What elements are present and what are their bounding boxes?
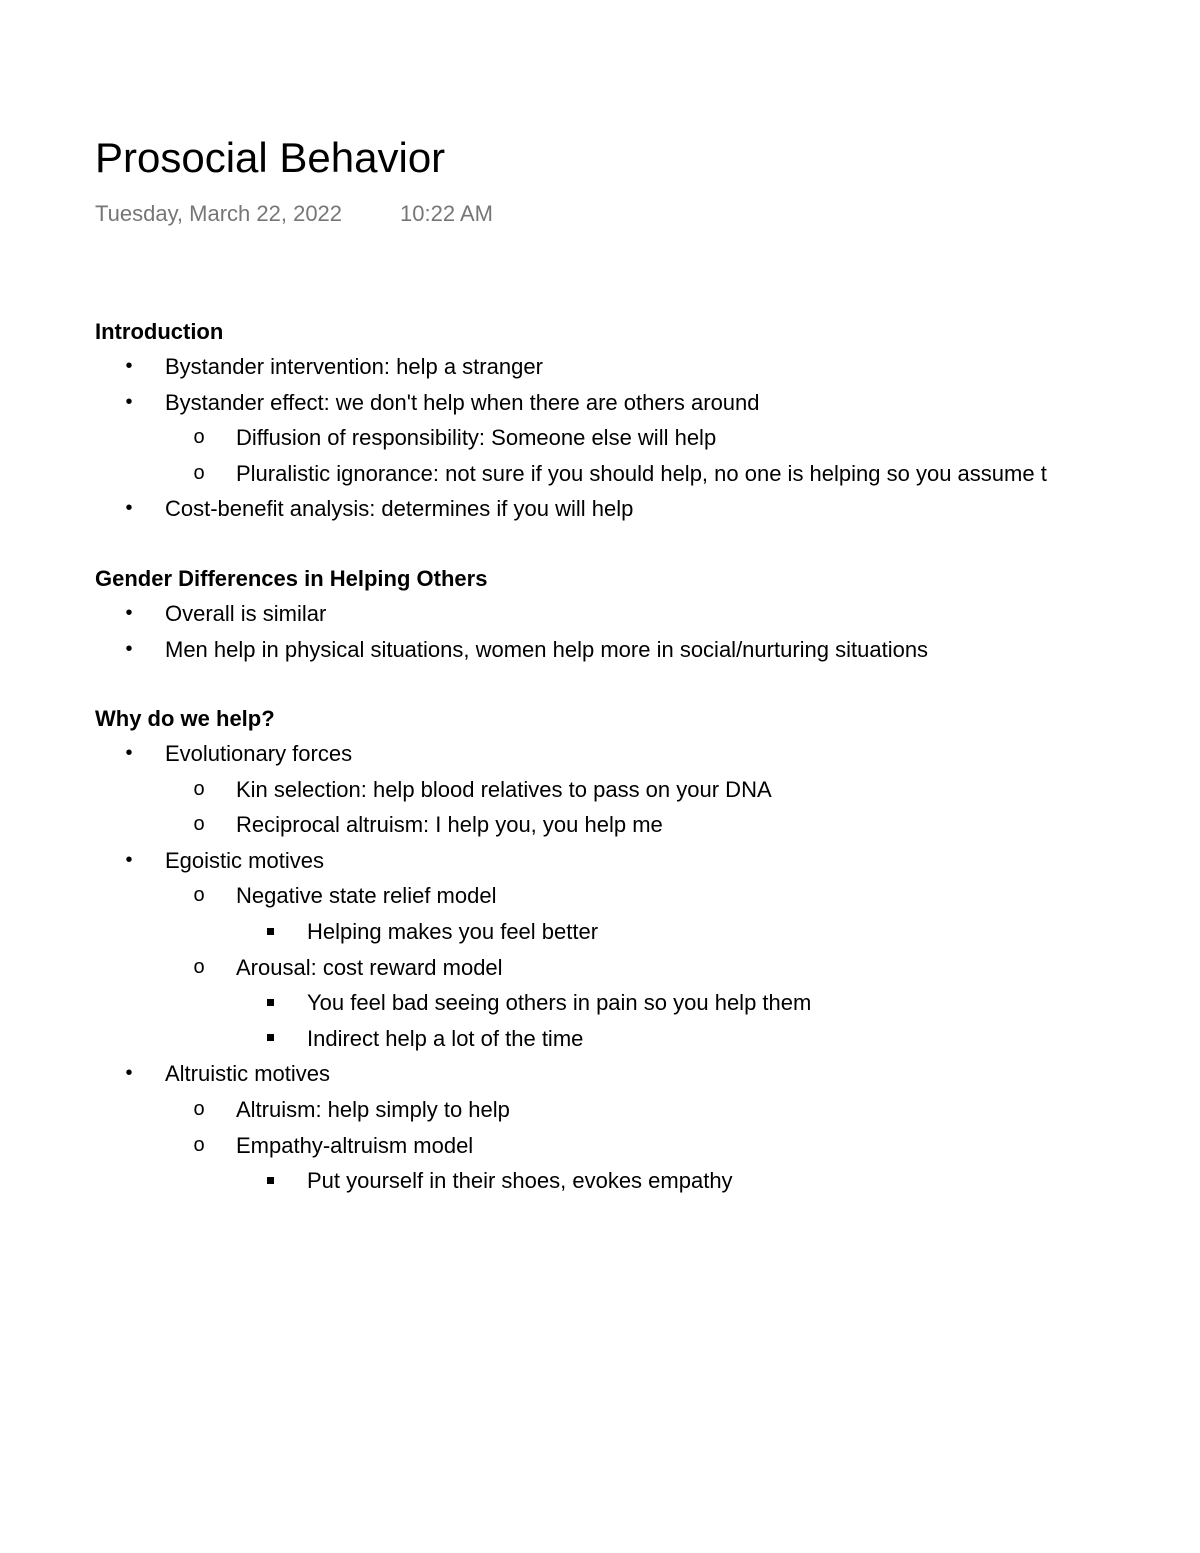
list-item-text: Kin selection: help blood relatives to pass on your DNA <box>236 776 772 802</box>
list-item <box>95 420 1200 456</box>
section-heading: Gender Differences in Helping Others <box>95 566 488 591</box>
bullet-icon: • <box>125 848 133 871</box>
section-heading: Why do we help? <box>95 706 275 731</box>
square-bullet-icon <box>260 985 280 1021</box>
list-item-text: Altruism: help simply to help <box>236 1096 510 1122</box>
list-item-text: Men help in physical situations, women help more in social/nurturing situations <box>165 636 929 662</box>
bullet-icon: • <box>125 1062 133 1085</box>
list-item-text: Pluralistic ignorance: not sure if you should help, no one is helping so you assume t <box>236 460 1047 486</box>
list-item-text: Egoistic motives <box>165 847 324 873</box>
list-item <box>95 736 1200 772</box>
list-item-text: Altruistic motives <box>165 1061 331 1087</box>
bullet-icon: • <box>125 602 133 624</box>
bullet-icon: • <box>125 390 133 413</box>
section-heading: Introduction <box>95 319 224 344</box>
bullet-icon: • <box>125 637 133 660</box>
circle-bullet-icon: o <box>193 461 205 484</box>
list-item <box>95 1163 1200 1199</box>
list-item <box>95 385 1200 421</box>
square-bullet-icon <box>260 914 280 950</box>
page-title: Prosocial Behavior <box>95 134 446 181</box>
bullet-icon: • <box>125 355 133 377</box>
list-item <box>95 878 1200 914</box>
list-item <box>95 843 1200 879</box>
list-item-text: Bystander intervention: help a stranger <box>165 354 543 379</box>
list-item <box>95 985 1200 1021</box>
circle-bullet-icon: o <box>193 777 205 800</box>
list-item-text: Negative state relief model <box>236 883 497 909</box>
list-item-text: Overall is similar <box>165 601 327 626</box>
section-introduction <box>95 314 1200 527</box>
list-item-text: Diffusion of responsibility: Someone else will help <box>236 425 717 451</box>
page-time: 10:22 AM <box>400 201 493 226</box>
bullet-icon: • <box>125 497 133 520</box>
list-item-text: Bystander effect: we don't help when there are others around <box>165 389 760 415</box>
list-item-text: Evolutionary forces <box>165 741 353 766</box>
square-bullet-icon <box>260 1163 280 1199</box>
circle-bullet-icon: o <box>193 955 205 978</box>
bullet-icon: • <box>125 742 133 764</box>
list-item-text: Put yourself in their shoes, evokes empathy <box>307 1168 733 1194</box>
list-item <box>95 772 1200 808</box>
list-item <box>95 807 1200 843</box>
list-item-text: Reciprocal altruism: I help you, you help me <box>236 812 663 838</box>
list-item <box>95 1092 1200 1128</box>
list-item <box>95 349 1200 385</box>
section-why-help <box>95 701 1200 1199</box>
page-date: Tuesday, March 22, 2022 <box>95 201 343 226</box>
list-item <box>95 632 1200 668</box>
list-item-text: Helping makes you feel better <box>307 918 599 944</box>
list-item <box>95 1021 1200 1057</box>
page-timestamp <box>95 199 493 229</box>
square-bullet-icon <box>260 1021 280 1057</box>
list-item-text: Empathy-altruism model <box>236 1132 474 1158</box>
list-item <box>95 914 1200 950</box>
list-item-text: Indirect help a lot of the time <box>307 1025 584 1051</box>
list-item <box>95 1128 1200 1164</box>
circle-bullet-icon: o <box>193 813 205 836</box>
list-item <box>95 491 1200 527</box>
list-item-text: You feel bad seeing others in pain so you help them <box>307 990 812 1016</box>
list-item <box>95 456 1200 492</box>
circle-bullet-icon: o <box>193 884 205 907</box>
list-item-text: Arousal: cost reward model <box>236 954 503 980</box>
list-item <box>95 1056 1200 1092</box>
list-item-text: Cost-benefit analysis: determines if you will help <box>165 496 634 522</box>
circle-bullet-icon: o <box>193 426 205 449</box>
circle-bullet-icon: o <box>193 1097 205 1120</box>
circle-bullet-icon: o <box>193 1133 205 1156</box>
list-item <box>95 950 1200 986</box>
list-item <box>95 596 1200 632</box>
section-gender-differences <box>95 561 1200 667</box>
